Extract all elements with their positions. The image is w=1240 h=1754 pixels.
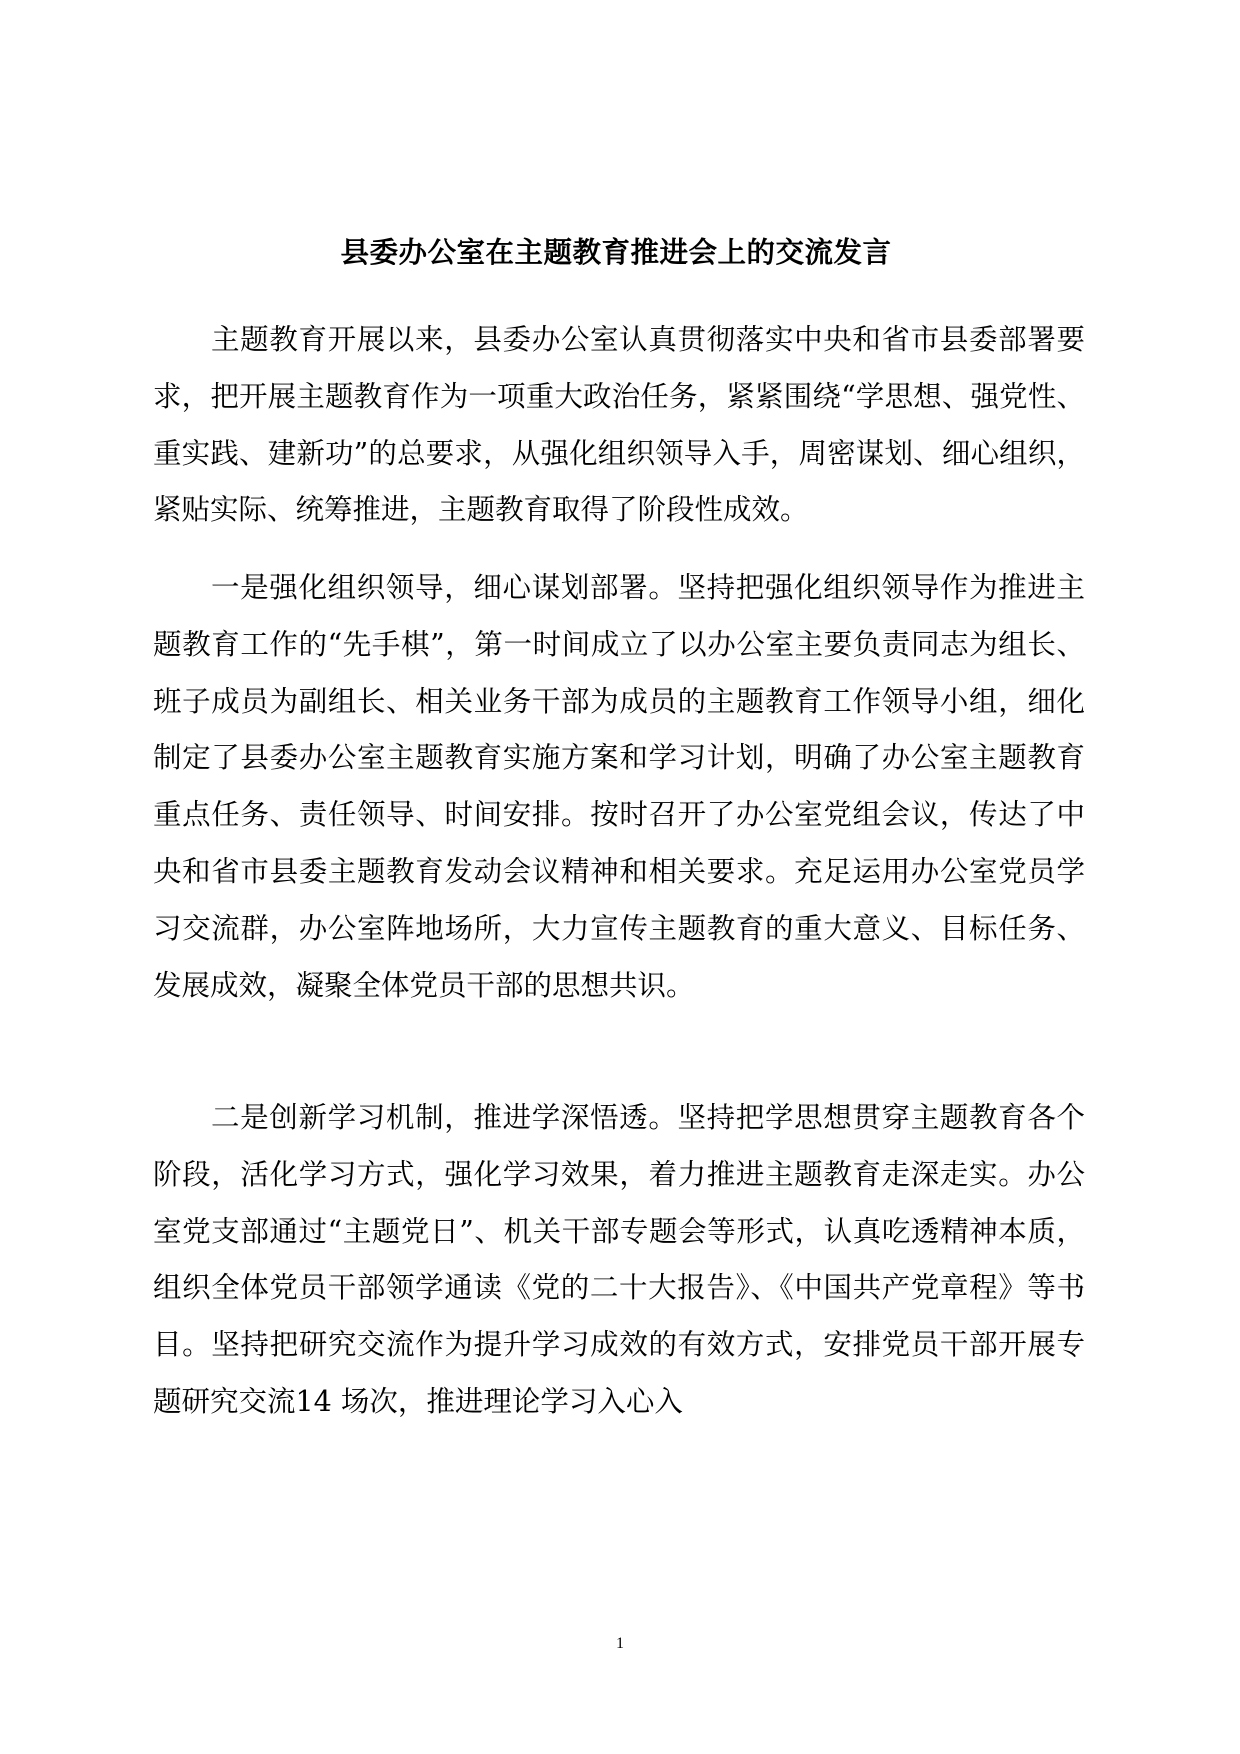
page-number: 1 xyxy=(616,1635,624,1652)
document-title: 县委办公室在主题教育推进会上的交流发言 xyxy=(340,236,892,269)
paragraph-study-mechanism: 二是创新学习机制，推进学深悟透。坚持把学思想贯穿主题教育各个阶段，活化学习方式，强化学习效果，着力推进主题教育走深走实。办公室党支部通过“主题党日”、机关干部专题会等形式，认真吃透精神本质，组织全体党员干部领学通读《党的二十大报告》、《中国共产党章程》等书目。坚持把研究交流作为提升学习成效的有效方式，安排党员干部开展专题研究交流14 场次，推进理论学习入心入 xyxy=(153,1101,1085,1418)
paragraph-intro: 主题教育开展以来，县委办公室认真贯彻落实中央和省市县委部署要求，把开展主题教育作为一项重大政治任务，紧紧围绕“学思想、强党性、重实践、建新功”的总要求，从强化组织领导入手，周密谋划、细心组织，紧贴实际、统筹推进，主题教育取得了阶段性成效。 xyxy=(153,323,1085,527)
paragraph-organization-leadership: 一是强化组织领导，细心谋划部署。坚持把强化组织领导作为推进主题教育工作的“先手棋”，第一时间成立了以办公室主要负责同志为组长、班子成员为副组长、相关业务干部为成员的主题教育工作领导小组，细化制定了县委办公室主题教育实施方案和学习计划，明确了办公室主题教育重点任务、责任领导、时间安排。按时召开了办公室党组会议，传达了中央和省市县委主题教育发动会议精神和相关要求。充足运用办公室党员学习交流群，办公室阵地场所，大力宣传主题教育的重大意义、目标任务、发展成效，凝聚全体党员干部的思想共识。 xyxy=(153,571,1085,1002)
